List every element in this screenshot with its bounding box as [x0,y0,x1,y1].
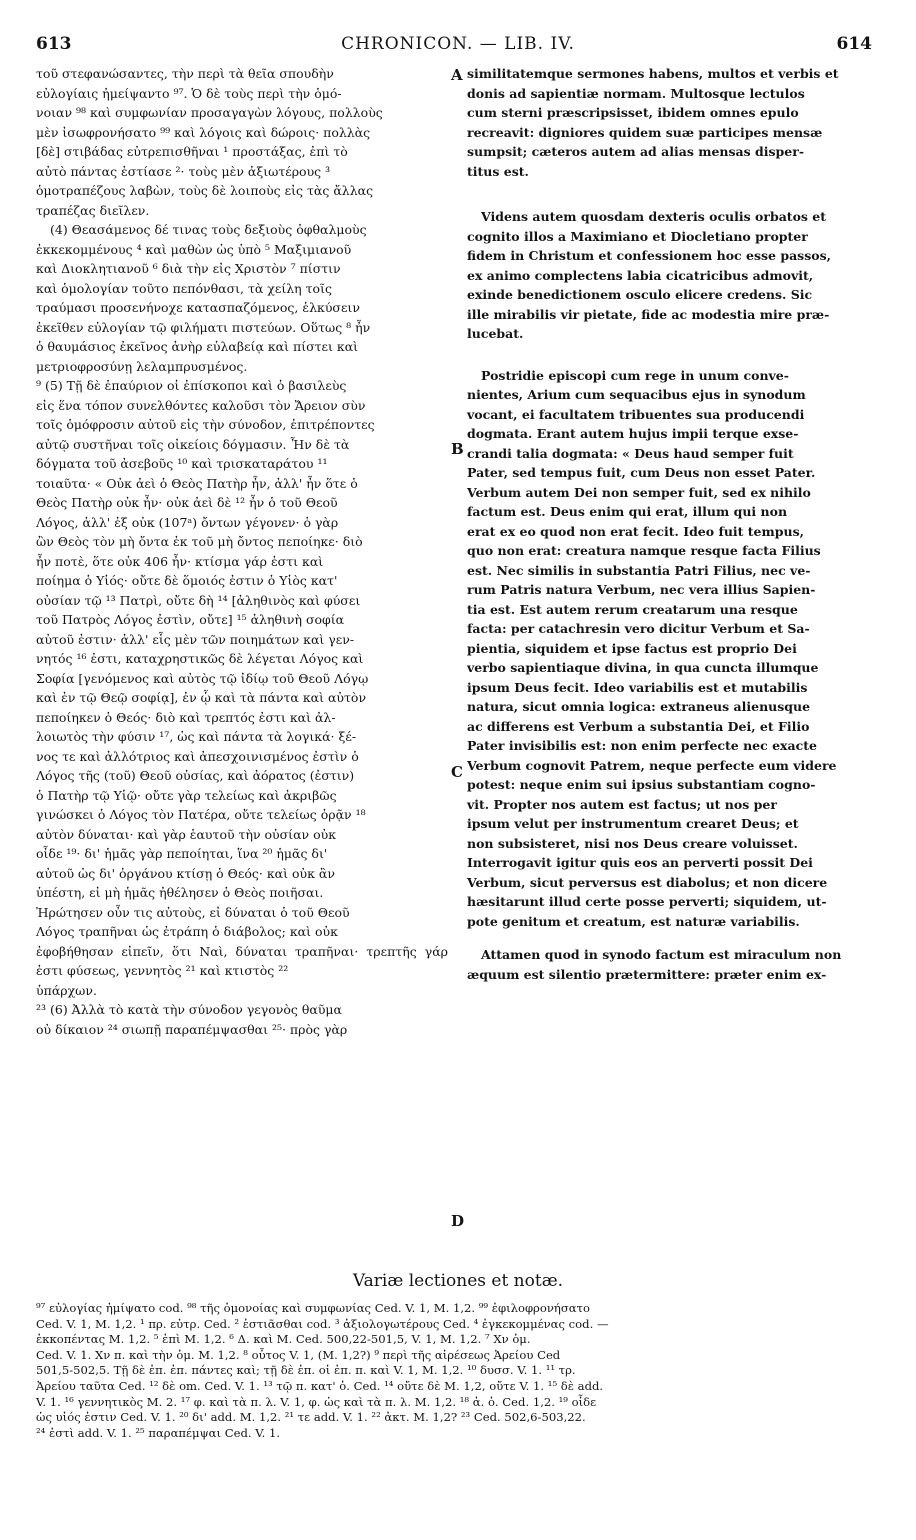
greek-paragraph-1: τοῦ στεφανώσαντες, τὴν περὶ τὰ θεῖα σπουδὴν εὐλογίαις ἠμείψαντο ⁹⁷. Ὁ δὲ τοὺς περὶ τὴν ὁμό- νοιαν ⁹⁸ καὶ συμφωνίαν προσαγαγὼν λόγους, πολλοὺς μὲν ἰσωφρονήσατο ⁹⁹ καὶ λόγοις καὶ δώροις· πολλὰς [δὲ] στιβάδας εὐτρεπισθῆναι ¹ προστάξας, ἐπὶ τὸ αὐτὸ πάντας ἑστίασε ²· τοὺς μὲν ἀξιωτέρους ³ ὁμοτραπέζους λαβὼν, τοὺς δὲ λοιποὺς εἰς τὰς ἄλλας τραπέζας διεῖλεν. [36,66,383,218]
margin-marker-a: A [451,66,463,84]
notes-text: ⁹⁷ εὐλογίας ἠμίψατο cod. ⁹⁸ τῆς ὁμονοίας καὶ συμφωνίας Ced. V. 1, M. 1,2. ⁹⁹ ἐφιλοφρονήσατο Ced. V. 1, M. 1,2. ¹ πρ. εὐτρ. Ced. ² ἑστιᾶσθαι cod. ³ ἀξιολογωτέρους Ced. ⁴ ἐγκεκομμένας cod. — ἐκκοπέντας M. 1,2. ⁵ ἐπὶ M. 1,2. ⁶ Δ. καὶ M. Ced. 500,22-501,5, V. 1, M. 1,2. ⁷ Χν ὁμ. Ced. V. 1. Χν π. καὶ τὴν ὁμ. M. 1,2. ⁸ οὗτος V. 1, (M. 1,2?) ⁹ περὶ τῆς αἱρέσεως Ἀρείου Ced 501,5-502,5. Τῇ δὲ ἐπ. ἐπ. πάντες καὶ; τῇ δὲ ἐπ. οἱ ἐπ. π. καὶ V. 1, M. 1,2. ¹⁰ δυσσ. V. 1. ¹¹ τρ. Ἀρείου ταῦτα Ced. ¹² δὲ om. Ced. V. 1. ¹³ τῷ π. κατ' ὁ. Ced. ¹⁴ οὔτε δὲ M. 1,2, οὔτε V. 1. ¹⁵ δὲ add. V. 1. ¹⁶ γεννητικὸς M. 2. ¹⁷ φ. καὶ τὰ π. λ. V. 1, φ. ὡς καὶ τὰ π. λ. M. 1,2. ¹⁸ ἀ. ὁ. Ced. 1,2. ¹⁹ οἶδε ὡς υἱός ἐστιν Ced. V. 1. ²⁰ δι' add. M. 1,2. ²¹ τε add. V. 1. ²² ἀκτ. M. 1,2? ²³ Ced. 502,6-503,22. ²⁴ ἐστὶ add. V. 1. ²⁵ παραπέμψαι Ced. V. 1. [36,1301,609,1440]
latin-paragraph-3: Postridie episcopi cum rege in unum conve- nientes, Arium cum sequacibus ejus in synodum vocant, ei facultatem tribuentes sua producendi dogmata. Erant autem hujus impii terque exse- crandi talia dogmata: « Deus haud semper fuit Pater, sed tempus fuit, cum Deus non esset Pater. Verbum autem Dei non semper fuit, sed ex nihilo factum est. Deus enim qui erat, illum qui non erat ex eo quod non erat fecit. Ideo fuit tempus, quo non erat: creatura namque resque facta Filius est. Nec similis in substantia Patri Filius, nec ve- rum Patris natura Verbum, nec vera illius Sapien- tia est. Est autem rerum creatarum una resque facta: per catachresin vero dicitur Verbum et Sa- pientia, siquidem et ipse factus est proprio Dei verbo sapientiaque divina, in qua cuncta illumque ipsum Deus fecit. Ideo variabilis est et mutabilis natura, sicut omnia logica: extraneus alienusque ac differens est Verbum a substantia Dei, et Filio Pater invisibilis est: non enim perfecte nec exacte Verbum cognovit Patrem, neque perfecte eum videre potest: neque enim sui ipsius substantiam cogno- vit. Propter nos autem est factus; ut nos per ipsum velut per instrumentum crearet Deus; et non subsisteret, nisi nos Deus creare voluisset. Interrogavit igitur quis eos an perverti possit Dei Verbum, sicut perversus est diabolus; et non dicere hæsitarunt illud certe posse perverti; siquidem, ut- pote genitum et creatum, est naturæ variabilis. [467,367,837,929]
margin-marker-b: B [451,440,464,458]
latin-column [467,64,878,984]
latin-paragraph-4: Attamen quod in synodo factum est miraculum non æquum est silentio prætermittere: præter enim ex- [467,947,842,982]
greek-paragraph-2: (4) Θεασάμενος δέ τινας τοὺς δεξιοὺς ὀφθαλμοὺς ἐκκεκομμένους ⁴ καὶ μαθὼν ὡς ὑπὸ ⁵ Μαξιμιανοῦ καὶ Διοκλητιανοῦ ⁶ διὰ τὴν εἰς Χριστὸν ⁷ πίστιν καὶ ὁμολογίαν τοῦτο πεπόνθασι, τὰ χείλη τοῖς τραύμασι προσενήνοχε κατασπαζόμενος, ἑλκύσειν ἐκεῖθεν εὐλογίαν τῷ φιλήματι πιστεύων. Οὕτως ⁸ ἦν ὁ θαυμάσιος ἐκεῖνος ἀνὴρ εὐλαβείᾳ καὶ πίστει καὶ μετριοφροσύνῃ λελαμπρυσμένος. [36,222,371,374]
greek-column [36,64,448,1039]
running-title: CHRONICON. — LIB. IV. [341,34,575,54]
page-header [0,34,916,60]
margin-marker-c: C [451,763,463,781]
greek-paragraph-4: ²³ (6) Ἀλλὰ τὸ κατὰ τὴν σύνοδον γεγονὸς θαῦμα οὐ δίκαιον ²⁴ σιωπῇ παραπέμψασθαι ²⁵· πρὸς γὰρ [36,1002,348,1037]
greek-paragraph-3: ⁹ (5) Τῇ δὲ ἐπαύριον οἱ ἐπίσκοποι καὶ ὁ βασιλεὺς εἰς ἕνα τόπον συνελθόντες καλοῦσι τὸν Ἄρειον σὺν τοῖς ὁμόφροσιν αὐτοῦ εἰς τὴν σύνοδον, ἐπιτρέποντες αὐτῷ συστῆναι τοῖς οἰκείοις δόγμασιν. Ἦν δὲ τὰ δόγματα τοῦ ἀσεβοῦς ¹⁰ καὶ τρισκαταράτου ¹¹ τοιαῦτα· « Οὐκ ἀεὶ ὁ Θεὸς Πατὴρ ἦν, ἀλλ' ἦν ὅτε ὁ Θεὸς Πατὴρ οὐκ ἦν· οὐκ ἀεὶ δὲ ¹² ἦν ὁ τοῦ Θεοῦ Λόγος, ἀλλ' ἐξ οὐκ (107ᵃ) ὄντων γέγονεν· ὁ γὰρ ὢν Θεὸς τὸν μὴ ὄντα ἐκ τοῦ μὴ ὄντος πεποίηκε· διὸ ἦν ποτὲ, ὅτε οὐκ 406 ἦν· κτίσμα γάρ ἐστι καὶ ποίημα ὁ Υἱός· οὔτε δὲ ὅμοιός ἐστιν ὁ Υἱὸς κατ' οὐσίαν τῷ ¹³ Πατρὶ, οὔτε δὴ ¹⁴ [ἀληθινὸς καὶ φύσει τοῦ Πατρὸς Λόγος ἐστὶν, οὔτε] ¹⁵ ἀληθινὴ σοφία αὐτοῦ ἐστιν· ἀλλ' εἷς μὲν τῶν ποιημάτων καὶ γεν- νητός ¹⁶ ἐστι, καταχρηστικῶς δὲ λέγεται Λόγος καὶ Σοφία [γενόμενος καὶ αὐτὸς τῷ ἰδίῳ τοῦ Θεοῦ Λόγῳ καὶ ἐν τῷ Θεῷ σοφίᾳ], ἐν ᾧ καὶ τὰ πάντα καὶ αὐτὸν πεποίηκεν ὁ Θεός· διὸ καὶ τρεπτός ἐστι καὶ ἀλ- λοιωτὸς τὴν φύσιν ¹⁷, ὡς καὶ πάντα τὰ λογικά· ξέ- νος τε καὶ ἀλλότριος καὶ ἀπεσχοινισμένος ἐστὶν ὁ Λόγος τῆς (τοῦ) Θεοῦ οὐσίας, καὶ ἀόρατος (ἐστιν) ὁ Πατὴρ τῷ Υἱῷ· οὔτε γὰρ τελείως καὶ ἀκριβῶς γινώσκει ὁ Λόγος τὸν Πατέρα, οὔτε τελείως ὁρᾷν ¹⁸ αὐτὸν δύναται· καὶ γὰρ ἑαυτοῦ τὴν οὐσίαν οὐκ οἶδε ¹⁹· δι' ἡμᾶς γὰρ πεποίηται, ἵνα ²⁰ ἡμᾶς δι' αὐτοῦ ὡς δι' ὀργάνου κτίσῃ ὁ Θεός· καὶ οὐκ ἂν ὑπέστη, εἰ μὴ ἡμᾶς ἠθέλησεν ὁ Θεὸς ποιῆσαι. Ἠρώτησεν οὖν τις αὐτοὺς, εἰ δύναται ὁ τοῦ Θεοῦ Λόγος τραπῆναι ὡς ἐτράπη ὁ διάβολος; καὶ οὐκ ἐφοβήθησαν εἰπεῖν, ὅτι Ναὶ, δύναται τραπῆναι· τρεπτῆς γάρ ἐστι φύσεως, γεννητὸς ²¹ καὶ κτιστὸς ²² ὑπάρχων. [36,378,448,998]
right-page-number: 614 [836,34,872,54]
notes-heading: Variæ lectiones et notæ. [352,1271,564,1291]
paragraph-gap [467,931,878,945]
left-page-number: 613 [36,34,72,54]
latin-paragraph-2: Videns autem quosdam dexteris oculis orbatos et cognito illos a Maximiano et Diocletiano propter fidem in Christum et confessionem hoc esse passos, ex animo complectens labia cicatricibus admovit, exinde benedictionem osculo elicere credens. Sic ille mirabilis vir pietate, fide ac modestia mire præ- lucebat. [467,209,831,341]
margin-marker-d: D [451,1212,465,1230]
paragraph-gap [467,344,878,366]
paragraph-gap [467,181,878,207]
latin-paragraph-1: similitatemque sermones habens, multos et verbis et donis ad sapientiæ normam. Multosque lectulos cum sterni præscripsisset, ibidem omnes epulo recreavit: digniores quidem suæ participes mensæ sumpsit; cæteros autem ad alias mensas disper- titus est. [467,66,839,179]
